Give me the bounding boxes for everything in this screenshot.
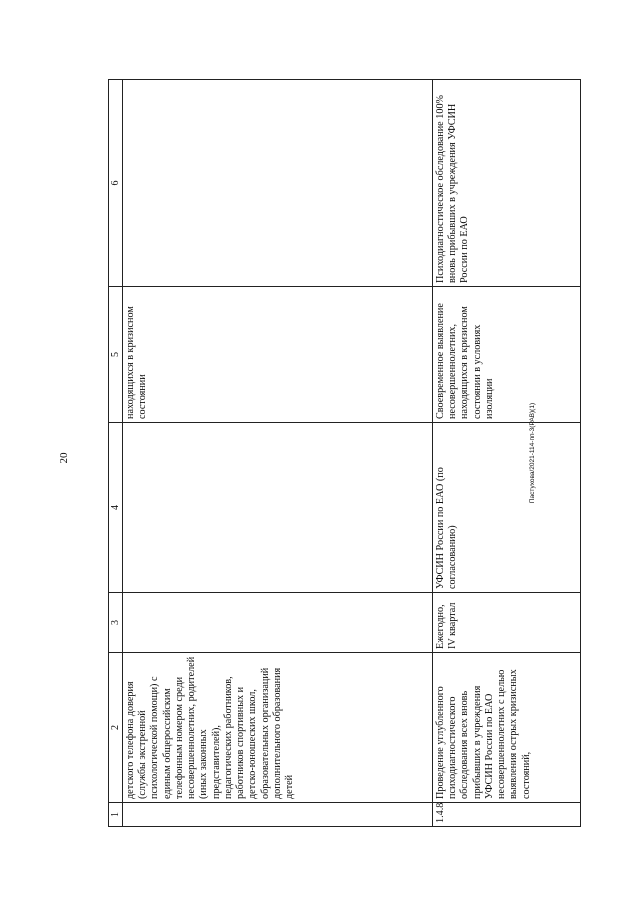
cell-term	[123, 593, 433, 653]
cell-indicator	[123, 80, 433, 287]
table-row	[123, 80, 433, 827]
table-row	[433, 80, 581, 827]
doc-footer: Пастухова/2021-114-пп-3(РАВ)(1)	[529, 402, 536, 504]
cell-term: Ежегодно, IV квартал	[433, 593, 581, 653]
page-number: 20	[58, 452, 70, 464]
cell-event: детского телефона доверия (службы экстренной психологической помощи) с единым общероссийским телефонным номером среди несовершеннолетних, родителей (иных законных представителей), педагогических работников, работников спортивных и детско-юношеских школ, образовательных организаций дополнительного образования детей	[123, 653, 433, 803]
header-col-6: 6	[109, 80, 123, 287]
cell-num	[123, 803, 433, 827]
cell-num: 1.4.8	[433, 803, 581, 827]
cell-event: Проведение углубленного психодиагностического обследования всех вновь прибывших в учреждения УФСИН России по ЕАО несовершеннолетних с целью выявления острых кризисных состояний,	[433, 653, 581, 803]
plan-table	[108, 79, 581, 827]
header-col-5: 5	[109, 287, 123, 423]
header-col-4: 4	[109, 423, 123, 593]
cell-result: Своевременное выявление несовершеннолетних, находящихся в кризисном состоянии в условиях изоляции	[433, 287, 581, 423]
header-col-2: 2	[109, 653, 123, 803]
cell-executor: УФСИН России по ЕАО (по согласованию)	[433, 423, 581, 593]
cell-result: находящихся в кризисном состоянии	[123, 287, 433, 423]
header-col-3: 3	[109, 593, 123, 653]
table-header-row	[109, 80, 123, 827]
header-col-1: 1	[109, 803, 123, 827]
plan-table-container	[108, 80, 581, 827]
cell-executor	[123, 423, 433, 593]
cell-indicator: Психодиагностическое обследование 100% вновь прибывших в учреждения УФСИН России по ЕАО	[433, 80, 581, 287]
